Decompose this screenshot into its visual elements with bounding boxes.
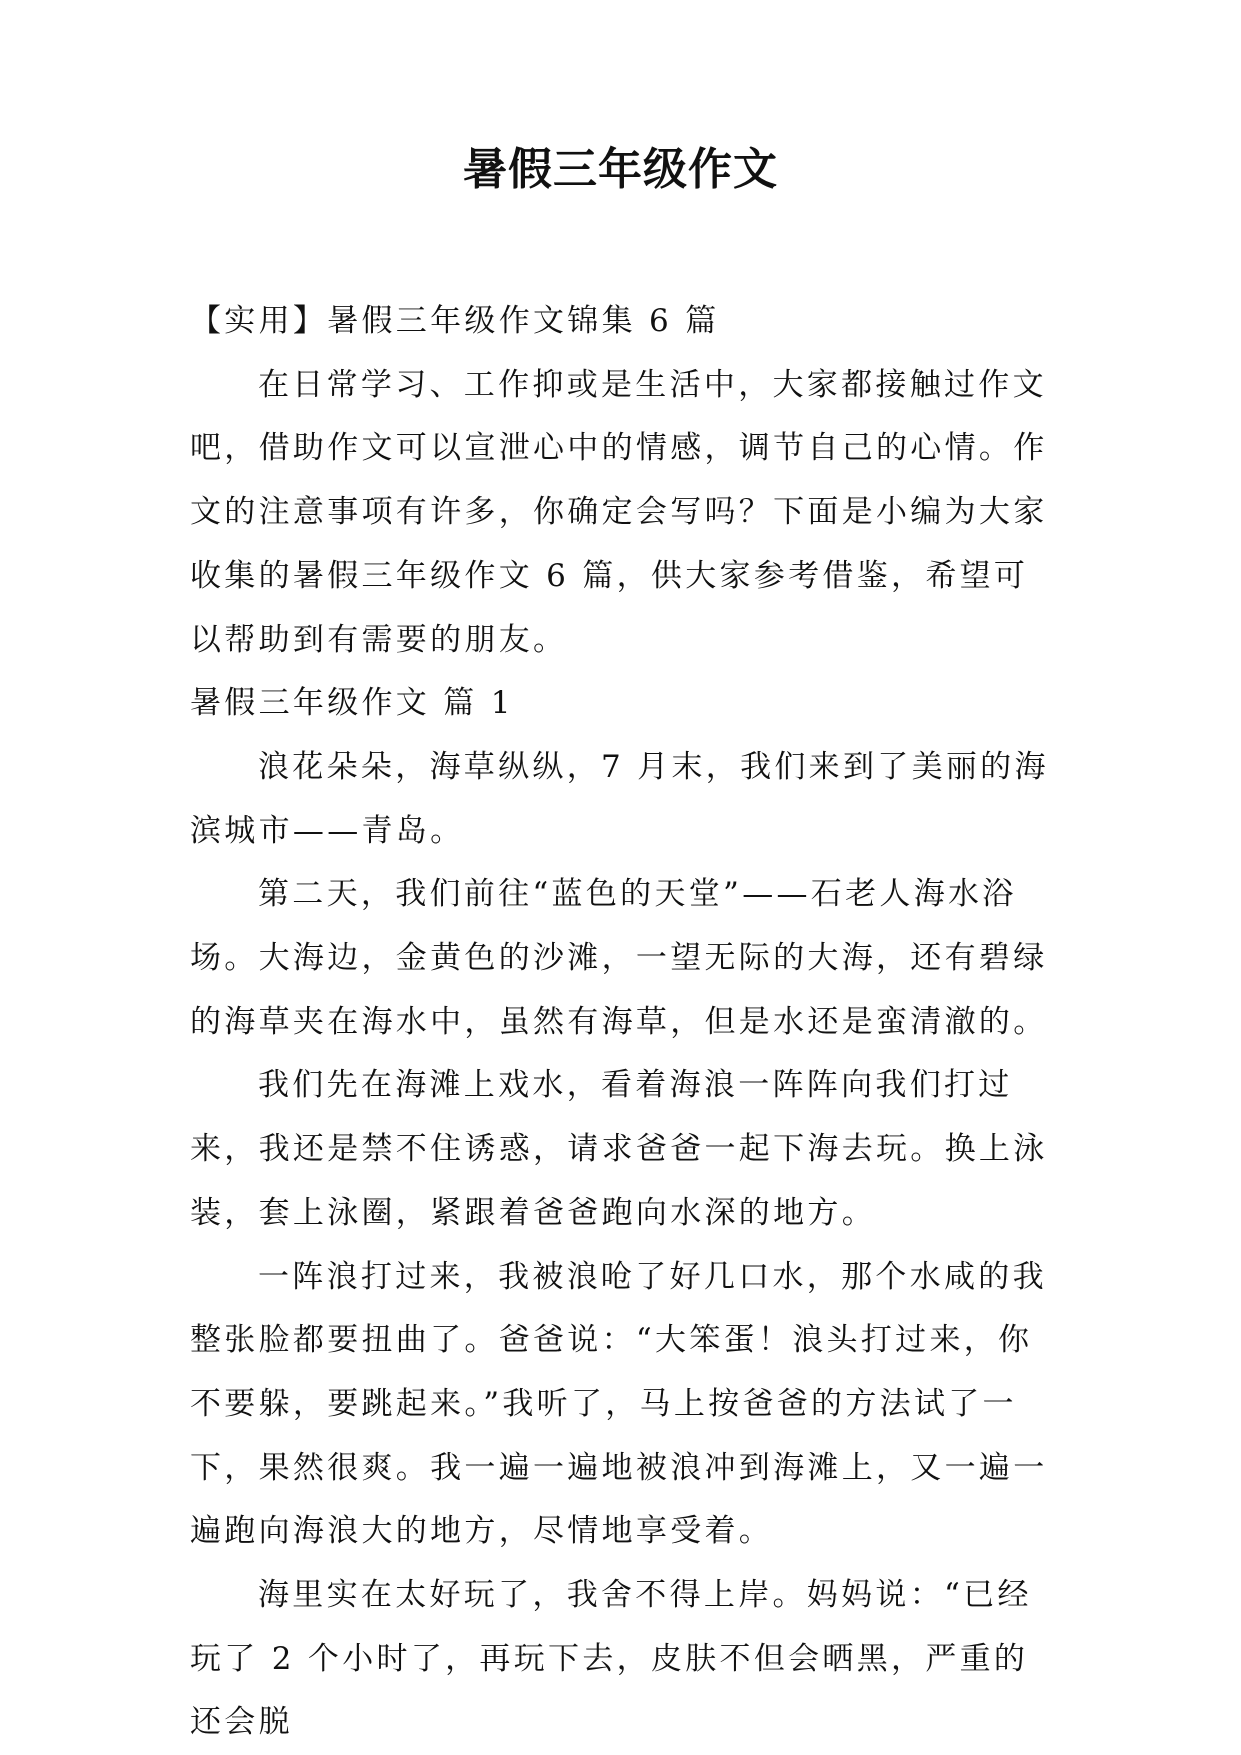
body-paragraph-2: 第二天，我们前往“蓝色的天堂”——石老人海水浴场。大海边，金黄色的沙滩，一望无际的大海，还有碧绿的海草夹在海水中，虽然有海草，但是水还是蛮清澈的。 [190,876,1048,1040]
document-subtitle: 【实用】暑假三年级作文锦集 6 篇 [190,303,720,339]
body-paragraph-4: 一阵浪打过来，我被浪呛了好几口水，那个水咸的我整张脸都要扭曲了。爸爸说：“大笨蛋！浪头打过来，你不要躲，要跳起来。”我听了，马上按爸爸的方法试了一下，果然很爽。我一遍一遍地被浪冲到海滩上，又一遍一遍跑向海浪大的地方，尽情地享受着。 [190,1258,1048,1550]
intro-paragraph: 在日常学习、工作抑或是生活中，大家都接触过作文吧，借助作文可以宣泄心中的情感，调节自己的心情。作文的注意事项有许多，你确定会写吗？下面是小编为大家收集的暑假三年级作文 6 篇，供大家参考借鉴，希望可以帮助到有需要的朋友。 [190,366,1048,658]
body-paragraph-5: 海里实在太好玩了，我舍不得上岸。妈妈说：“已经玩了 2 个小时了，再玩下去，皮肤不但会晒黑，严重的还会脱 [190,1577,1032,1741]
document-body [190,290,1052,1755]
body-paragraph-1: 浪花朵朵，海草纵纵，7 月末，我们来到了美丽的海滨城市——青岛。 [190,748,1049,849]
section-heading: 暑假三年级作文 篇 1 [190,685,514,722]
document-title: 暑假三年级作文 [463,144,778,195]
body-paragraph-3: 我们先在海滩上戏水，看着海浪一阵阵向我们打过来，我还是禁不住诱惑，请求爸爸一起下海去玩。换上泳装，套上泳圈，紧跟着爸爸跑向水深的地方。 [190,1067,1048,1231]
